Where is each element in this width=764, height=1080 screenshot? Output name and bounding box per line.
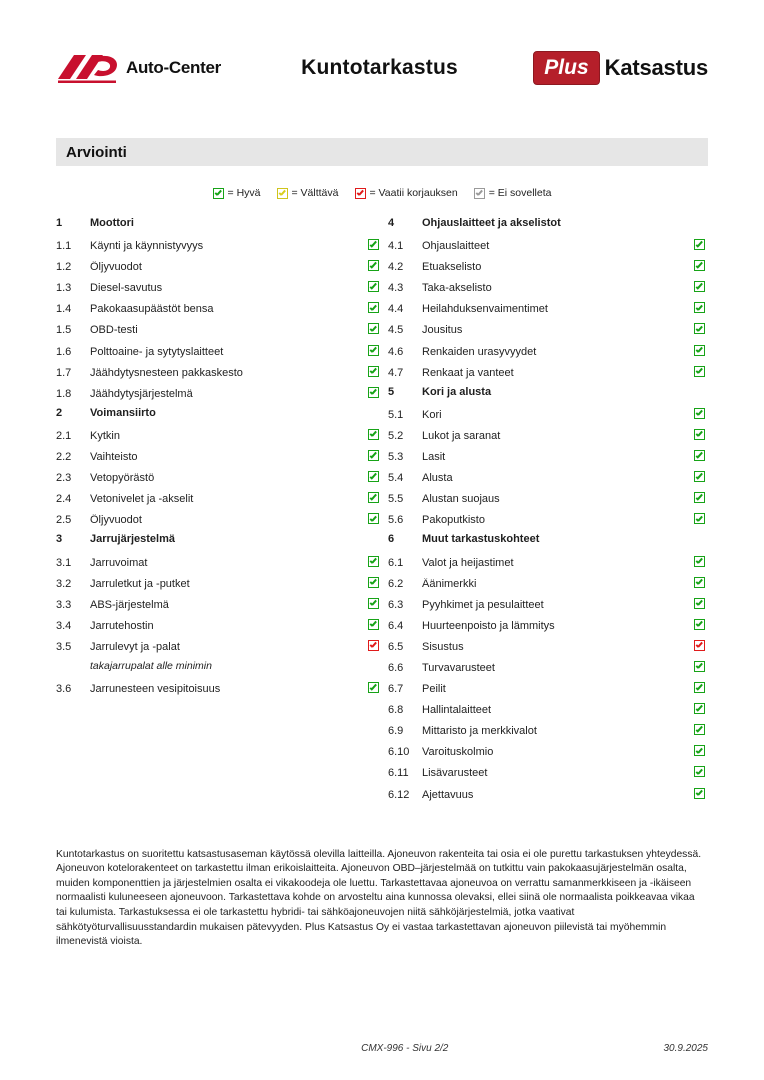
- legend: [56, 187, 708, 199]
- checklist-item-number: 3.2: [56, 577, 72, 590]
- checklist-item-row: [56, 259, 382, 280]
- checkbox-good-icon[interactable]: [368, 682, 379, 693]
- checklist-item-row: [56, 491, 382, 512]
- checkbox-na-icon: [474, 188, 485, 199]
- legend-item-fair: [277, 187, 339, 199]
- checklist-item-number: 2: [56, 406, 63, 419]
- checklist-item-rating: [690, 429, 708, 440]
- checklist-item-rating: [690, 703, 708, 714]
- checklist-item-number: 6.10: [388, 746, 410, 759]
- checklist-item-rating: [690, 281, 708, 292]
- checklist-item-label: Jarrulevyt ja -palat: [90, 640, 180, 653]
- checklist-item-label: Diesel-savutus: [90, 282, 163, 295]
- checklist-group-row: [388, 386, 708, 407]
- checkbox-good-icon[interactable]: [368, 323, 379, 334]
- checklist-item-rating: [364, 345, 382, 356]
- checklist-item-rating: [690, 345, 708, 356]
- checklist-item-row: [388, 660, 708, 681]
- checklist-item-rating: [690, 513, 708, 524]
- checklist-item-row: [388, 428, 708, 449]
- checklist-item-number: 6.2: [388, 577, 404, 590]
- checklist-item-rating: [364, 513, 382, 524]
- checklist-item-rating: [690, 682, 708, 693]
- checkbox-good-icon[interactable]: [368, 450, 379, 461]
- checklist-item-row: [56, 681, 382, 702]
- checklist-item-label: Hallintalaitteet: [422, 704, 492, 717]
- checklist-item-label: Jousitus: [422, 324, 463, 337]
- checklist-item-label: Pyyhkimet ja pesulaitteet: [422, 598, 544, 611]
- checklist-item-rating: [690, 766, 708, 777]
- checklist-item-number: 2.4: [56, 493, 72, 506]
- checklist-item-row: [388, 555, 708, 576]
- checklist-item-label: Ohjauslaitteet ja akselistot: [422, 217, 561, 229]
- checklist-item-number: 2.5: [56, 514, 72, 527]
- checkbox-good-icon[interactable]: [694, 788, 705, 799]
- checkbox-good-icon[interactable]: [694, 281, 705, 292]
- checklist-item-label: Käynti ja käynnistyvyys: [90, 240, 204, 253]
- checklist-item-label: Jäähdytysnesteen pakkaskesto: [90, 366, 243, 379]
- checklist-item-label: Voimansiirto: [90, 406, 156, 419]
- checklist-item-number: 2.3: [56, 472, 72, 485]
- checklist-item-number: 4.4: [388, 303, 404, 316]
- checkbox-good-icon[interactable]: [694, 239, 705, 250]
- checklist-item-row: [388, 744, 708, 765]
- checklist-item-row: [56, 449, 382, 470]
- checkbox-good-icon[interactable]: [694, 598, 705, 609]
- auto-center-wordmark: Auto-Center: [126, 58, 221, 77]
- checklist-item-number: 3.3: [56, 598, 72, 611]
- checklist-item-number: 6.12: [388, 788, 410, 801]
- checklist-item-label: Vetonivelet ja -akselit: [90, 493, 194, 506]
- checklist-item-label: takajarrupalat alle minimin: [90, 659, 212, 672]
- checklist-item-row: [56, 386, 382, 407]
- checkbox-good-icon[interactable]: [694, 323, 705, 334]
- checklist-item-label: Etuakselisto: [422, 261, 482, 274]
- checkbox-good-icon[interactable]: [368, 366, 379, 377]
- checkbox-good-icon[interactable]: [694, 429, 705, 440]
- checkbox-good-icon[interactable]: [694, 766, 705, 777]
- legend-item-na: [474, 187, 552, 199]
- checklist-item-number: 3.6: [56, 683, 72, 696]
- checklist-item-number: 1.3: [56, 282, 72, 295]
- checklist-item-number: 1.1: [56, 240, 72, 253]
- checklist-item-rating: [364, 260, 382, 271]
- checklist-item-number: 6.7: [388, 683, 404, 696]
- checklist-item-label: Äänimerkki: [422, 577, 477, 590]
- checklist-item-number: 4.3: [388, 282, 404, 295]
- checklist-item-rating: [364, 387, 382, 398]
- checklist-item-label: Jarrunesteen vesipitoisuus: [90, 683, 221, 696]
- page-footer: [56, 1043, 708, 1054]
- checkbox-bad-icon[interactable]: [694, 640, 705, 651]
- checklist-item-number: 5.4: [388, 472, 404, 485]
- checklist-item-row: [56, 470, 382, 491]
- checklist-item-row: [388, 301, 708, 322]
- checklist-item-row: [388, 344, 708, 365]
- checklist-column-right: [382, 217, 708, 808]
- checklist-item-label: Pakoputkisto: [422, 514, 485, 527]
- checklist-item-rating: [364, 492, 382, 503]
- checklist-item-row: [56, 639, 382, 660]
- checkbox-good-icon[interactable]: [368, 556, 379, 567]
- checklist-item-rating: [690, 239, 708, 250]
- checklist-item-rating: [364, 302, 382, 313]
- checkbox-good-icon[interactable]: [694, 619, 705, 630]
- checkbox-good-icon[interactable]: [368, 429, 379, 440]
- checklist-item-label: Peilit: [422, 683, 446, 696]
- plus-badge: Plus: [533, 51, 599, 85]
- checklist-item-rating: [690, 450, 708, 461]
- checkbox-good-icon[interactable]: [694, 661, 705, 672]
- checkbox-good-icon[interactable]: [368, 577, 379, 588]
- checklist-item-number: 3.4: [56, 619, 72, 632]
- checklist-item-row: [388, 765, 708, 786]
- checklist-item-rating: [364, 366, 382, 377]
- checklist-item-number: 1.4: [56, 303, 72, 316]
- checkbox-good-icon[interactable]: [694, 345, 705, 356]
- checklist-item-label: Turvavarusteet: [422, 661, 495, 674]
- checklist-item-label: Vetopyörästö: [90, 472, 155, 485]
- checklist-item-row: [388, 322, 708, 343]
- checklist-item-number: 3: [56, 533, 63, 546]
- checklist-item-rating: [690, 577, 708, 588]
- checklist-item-label: Polttoaine- ja sytytyslaitteet: [90, 345, 224, 358]
- checklist-item-number: 5.6: [388, 514, 404, 527]
- checklist-item-number: 2.1: [56, 429, 72, 442]
- footer-date: 30.9.2025: [663, 1043, 708, 1054]
- checklist-item-rating: [690, 619, 708, 630]
- legend-label-fair: = Välttävä: [291, 187, 339, 199]
- checklist-item-row: [388, 280, 708, 301]
- checklist-item-number: 3.1: [56, 556, 72, 569]
- checklist-item-rating: [690, 724, 708, 735]
- checkbox-good-icon[interactable]: [368, 513, 379, 524]
- checklist-note-row: [56, 660, 382, 681]
- section-title: Arviointi: [66, 143, 127, 161]
- checklist-item-row: [388, 512, 708, 533]
- checklist-item-number: 1: [56, 217, 63, 229]
- checkbox-good-icon[interactable]: [694, 745, 705, 756]
- checkbox-good-icon[interactable]: [694, 450, 705, 461]
- checklist-item-rating: [690, 366, 708, 377]
- checklist-item-row: [388, 723, 708, 744]
- checklist-item-number: 4.5: [388, 324, 404, 337]
- checklist-column-left: [56, 217, 382, 808]
- checklist-item-row: [56, 555, 382, 576]
- checkbox-good-icon[interactable]: [694, 724, 705, 735]
- checklist-item-number: 1.2: [56, 261, 72, 274]
- checklist-item-label: ABS-järjestelmä: [90, 598, 169, 611]
- checkbox-good-icon[interactable]: [694, 492, 705, 503]
- checklist-item-rating: [364, 450, 382, 461]
- checklist-item-rating: [364, 323, 382, 334]
- checklist-item-number: 5.5: [388, 493, 404, 506]
- checklist-group-row: [388, 533, 708, 554]
- checklist-item-label: Valot ja heijastimet: [422, 556, 514, 569]
- checklist-item-label: Muut tarkastuskohteet: [422, 533, 540, 546]
- checklist-item-row: [388, 702, 708, 723]
- plus-katsastus-logo: [493, 51, 708, 85]
- checklist-item-label: Varoituskolmio: [422, 746, 494, 759]
- checklist-item-number: 5.3: [388, 451, 404, 464]
- checkbox-good-icon[interactable]: [368, 598, 379, 609]
- checklist-item-label: Renkaiden urasyvyydet: [422, 345, 537, 358]
- disclaimer-text: Kuntotarkastus on suoritettu katsastusaseman käytössä olevilla laitteilla. Ajoneuvon rakenteita tai osia ei ole purettu tarkastuksen yhteydessä. Ajoneuvon kotelorakenteet on tarkastettu ilman erikoislaitteita. Ajoneuvon OBD–järjestelmää on tutkittu vain pakokaasujärjestelmän osalta, muiden komponenttien ja järjestelmien osalta ei vikakoodeja ole luettu. Tarkastettavaa ajoneuvoa on verrattu samanmerkkiseen ja -ikäiseen normaalisti kuluneeseen ajoneuvoon. Tarkastettava kohde on arvosteltu aina kunnossa olevaksi, ellei siinä ole normaalista poikkeavaa vikaa tai kulumista. Tarkastuksessa ei ole tarkastettu hybridi- tai sähköajoneuvojen niitä sähköjärjestelmiä, jotka vaativat sähkötyöturvallisuusstandardin mukaisen pätevyyden. Plus Katsastus Oy ei vastaa tarkastettavan ajoneuvon piilevistä tai myöhemmin ilmenevistä vioista.: [56, 848, 702, 948]
- checklist-item-label: Mittaristo ja merkkivalot: [422, 725, 537, 738]
- checklist-item-rating: [364, 577, 382, 588]
- legend-item-good: [213, 187, 261, 199]
- checklist-item-label: Jarruletkut ja -putket: [90, 577, 190, 590]
- checklist-item-label: Lisävarusteet: [422, 767, 488, 780]
- legend-label-bad: = Vaatii korjauksen: [369, 187, 458, 199]
- checklist-item-row: [388, 470, 708, 491]
- checklist-item-row: [388, 618, 708, 639]
- checklist-item-rating: [690, 788, 708, 799]
- checklist-item-rating: [690, 745, 708, 756]
- checklist-item-row: [56, 576, 382, 597]
- checklist-item-number: 5: [388, 385, 395, 398]
- checklist-item-rating: [690, 323, 708, 334]
- legend-label-good: = Hyvä: [227, 187, 261, 199]
- checklist-item-row: [388, 259, 708, 280]
- checklist-item-number: 1.6: [56, 345, 72, 358]
- checklist-item-row: [56, 280, 382, 301]
- checklist-item-label: Ajettavuus: [422, 788, 474, 801]
- checklist-item-rating: [690, 661, 708, 672]
- checklist-item-row: [56, 238, 382, 259]
- document-header: [56, 32, 708, 104]
- checklist-item-label: Ohjauslaitteet: [422, 240, 490, 253]
- checkbox-good-icon[interactable]: [694, 260, 705, 271]
- checklist-item-number: 6: [388, 533, 395, 546]
- checkbox-good-icon[interactable]: [368, 471, 379, 482]
- checklist-item-number: 6.1: [388, 556, 404, 569]
- checklist-item-label: Alustan suojaus: [422, 493, 500, 506]
- checkbox-good-icon[interactable]: [368, 239, 379, 250]
- checklist-item-label: Öljyvuodot: [90, 514, 142, 527]
- checklist-item-label: Jarrujärjestelmä: [90, 533, 175, 546]
- checklist-item-row: [388, 491, 708, 512]
- checklist-item-rating: [690, 598, 708, 609]
- checklist-item-row: [56, 618, 382, 639]
- checklist-item-row: [388, 681, 708, 702]
- checkbox-good-icon[interactable]: [368, 345, 379, 356]
- checklist-item-label: Heilahduksenvaimentimet: [422, 303, 548, 316]
- checklist-item-rating: [690, 260, 708, 271]
- footer-document-reference: CMX-996 - Sivu 2/2: [361, 1043, 449, 1054]
- section-header-arviointi: [56, 138, 708, 166]
- checklist-item-label: Taka-akselisto: [422, 282, 492, 295]
- checklist-item-row: [56, 365, 382, 386]
- checklist-item-row: [56, 428, 382, 449]
- checklist-group-row: [56, 217, 382, 238]
- checklist-item-label: OBD-testi: [90, 324, 138, 337]
- checkbox-good-icon[interactable]: [368, 260, 379, 271]
- checklist-item-rating: [364, 640, 382, 651]
- katsastus-wordmark: Katsastus: [604, 55, 708, 80]
- checklist-item-number: 6.11: [388, 767, 409, 780]
- checklist-item-row: [56, 301, 382, 322]
- checklist: [56, 217, 708, 808]
- legend-label-na: = Ei sovelleta: [488, 187, 552, 199]
- checklist-item-label: Moottori: [90, 217, 134, 229]
- checklist-item-label: Kori: [422, 408, 442, 421]
- checklist-item-number: 6.4: [388, 619, 404, 632]
- checklist-item-row: [388, 639, 708, 660]
- checkbox-bad-icon[interactable]: [368, 640, 379, 651]
- checklist-item-number: 1.7: [56, 366, 72, 379]
- checklist-item-label: Kori ja alusta: [422, 385, 492, 398]
- checkbox-good-icon[interactable]: [694, 408, 705, 419]
- checklist-item-row: [388, 787, 708, 808]
- checklist-item-label: Huurteenpoisto ja lämmitys: [422, 619, 555, 632]
- checkbox-good-icon: [213, 188, 224, 199]
- checklist-item-row: [388, 407, 708, 428]
- checklist-group-row: [56, 407, 382, 428]
- checklist-item-label: Öljyvuodot: [90, 261, 142, 274]
- checklist-item-number: 5.2: [388, 429, 404, 442]
- checklist-item-label: Lasit: [422, 451, 446, 464]
- checklist-item-label: Alusta: [422, 472, 453, 485]
- checklist-item-number: 3.5: [56, 640, 72, 653]
- checklist-item-number: 4.7: [388, 366, 404, 379]
- checklist-item-rating: [364, 429, 382, 440]
- checkbox-good-icon[interactable]: [368, 387, 379, 398]
- checklist-item-rating: [364, 239, 382, 250]
- checkbox-good-icon[interactable]: [694, 577, 705, 588]
- checkbox-good-icon[interactable]: [368, 619, 379, 630]
- checklist-item-row: [56, 512, 382, 533]
- checklist-item-number: 4.2: [388, 261, 404, 274]
- checkbox-bad-icon: [355, 188, 366, 199]
- checkbox-good-icon[interactable]: [368, 302, 379, 313]
- checklist-item-row: [388, 365, 708, 386]
- checklist-item-row: [388, 238, 708, 259]
- checkbox-good-icon[interactable]: [694, 556, 705, 567]
- checklist-item-rating: [690, 408, 708, 419]
- checkbox-good-icon[interactable]: [694, 682, 705, 693]
- checklist-item-label: Jarruvoimat: [90, 556, 148, 569]
- checklist-item-rating: [690, 556, 708, 567]
- checklist-item-rating: [690, 471, 708, 482]
- checklist-item-number: 4: [388, 217, 395, 229]
- checkbox-good-icon[interactable]: [368, 281, 379, 292]
- checklist-item-row: [56, 597, 382, 618]
- checklist-item-rating: [690, 492, 708, 503]
- checklist-item-row: [388, 449, 708, 470]
- checkbox-fair-icon: [277, 188, 288, 199]
- checklist-item-row: [56, 344, 382, 365]
- checklist-item-label: Jarrutehostin: [90, 619, 154, 632]
- checklist-item-label: Vaihteisto: [90, 451, 138, 464]
- checklist-item-label: Lukot ja saranat: [422, 429, 501, 442]
- checklist-item-row: [56, 322, 382, 343]
- checklist-item-label: Jäähdytysjärjestelmä: [90, 387, 193, 400]
- legend-item-bad: [355, 187, 458, 199]
- checklist-item-number: 2.2: [56, 451, 72, 464]
- checkbox-good-icon[interactable]: [368, 492, 379, 503]
- checkbox-good-icon[interactable]: [694, 471, 705, 482]
- checklist-item-rating: [364, 682, 382, 693]
- checklist-item-number: 6.6: [388, 661, 404, 674]
- checklist-item-number: 6.3: [388, 598, 404, 611]
- checklist-item-number: 1.8: [56, 387, 72, 400]
- checklist-item-label: Pakokaasupäästöt bensa: [90, 303, 214, 316]
- checklist-item-rating: [364, 471, 382, 482]
- checklist-item-row: [388, 597, 708, 618]
- checklist-group-row: [388, 217, 708, 238]
- checkbox-good-icon[interactable]: [694, 366, 705, 377]
- checklist-item-label: Sisustus: [422, 640, 464, 653]
- checklist-item-number: 5.1: [388, 408, 404, 421]
- checklist-item-number: 6.9: [388, 725, 404, 738]
- checklist-item-rating: [364, 556, 382, 567]
- checklist-item-rating: [364, 619, 382, 630]
- checklist-item-rating: [364, 598, 382, 609]
- checklist-item-number: 4.1: [388, 240, 404, 253]
- checklist-item-rating: [690, 640, 708, 651]
- checkbox-good-icon[interactable]: [694, 302, 705, 313]
- checklist-item-number: 1.5: [56, 324, 72, 337]
- checklist-item-label: Renkaat ja vanteet: [422, 366, 514, 379]
- checklist-item-label: Kytkin: [90, 429, 120, 442]
- checklist-item-row: [388, 576, 708, 597]
- checklist-item-number: 6.5: [388, 640, 404, 653]
- ac-logo-icon: [56, 51, 120, 85]
- checklist-item-rating: [364, 281, 382, 292]
- checklist-group-row: [56, 533, 382, 554]
- page-title: Kuntotarkastus: [301, 56, 458, 79]
- checklist-item-number: 6.8: [388, 704, 404, 717]
- checkbox-good-icon[interactable]: [694, 703, 705, 714]
- checklist-item-rating: [690, 302, 708, 313]
- checkbox-good-icon[interactable]: [694, 513, 705, 524]
- auto-center-logo: [56, 51, 266, 85]
- checklist-item-number: 4.6: [388, 345, 404, 358]
